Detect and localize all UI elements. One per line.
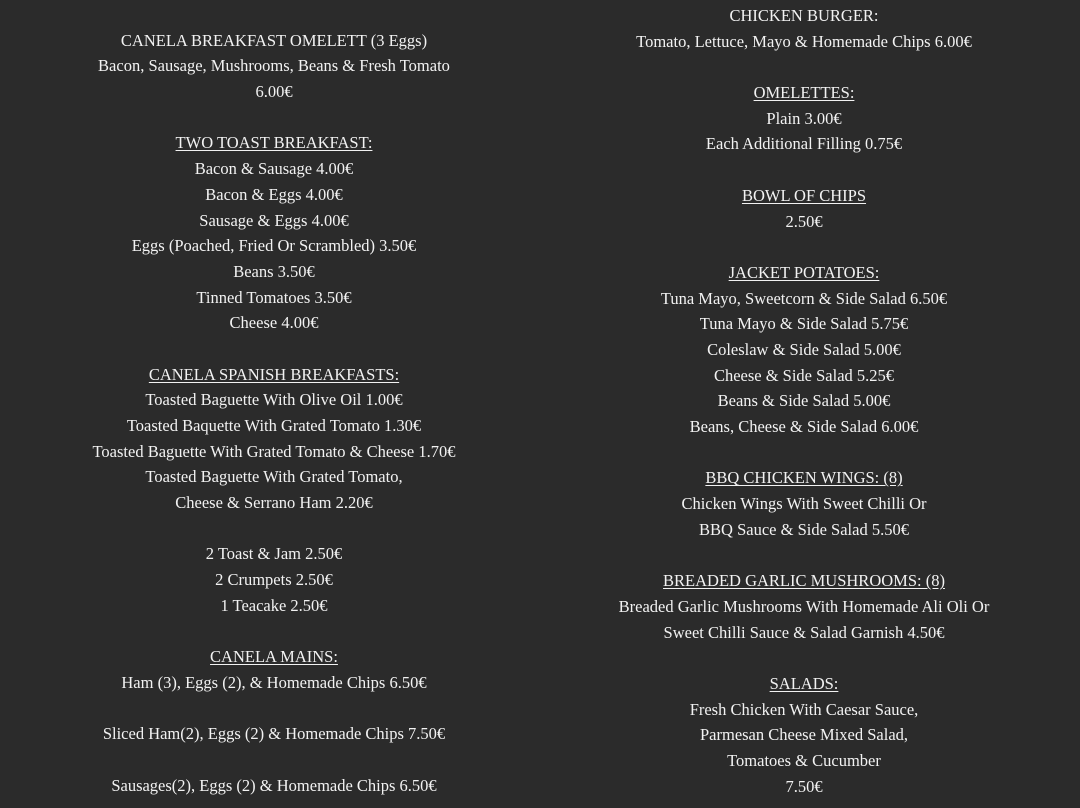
menu-item-line: Cheese 4.00€ bbox=[229, 313, 319, 333]
menu-item-line: Bacon & Eggs 4.00€ bbox=[205, 184, 343, 204]
menu-item-line: Toasted Baquette With Grated Tomato 1.30€ bbox=[126, 416, 422, 435]
menu-section-heading: OMELETTES: bbox=[753, 83, 855, 103]
menu-item-line: Sweet Chilli Sauce & Salad Garnish 4.50€ bbox=[663, 622, 945, 642]
menu-item-line: Beans 3.50€ bbox=[233, 261, 315, 281]
menu-spacer bbox=[24, 747, 524, 773]
menu-item-line: Tomato, Lettuce, Mayo & Homemade Chips 6.00€ bbox=[636, 31, 972, 51]
menu-item-line: 2.50€ bbox=[785, 211, 823, 231]
menu-item-line: CHICKEN BURGER: bbox=[729, 6, 879, 25]
menu-spacer bbox=[24, 336, 524, 362]
menu-spacer bbox=[554, 234, 1054, 260]
menu-item-line: Fresh Chicken With Caesar Sauce, bbox=[689, 699, 919, 719]
menu-item-line: Toasted Baguette With Grated Tomato, bbox=[145, 467, 403, 487]
menu-item-line: Each Additional Filling 0.75€ bbox=[705, 134, 903, 154]
menu-spacer bbox=[554, 157, 1054, 183]
menu-item-line: BBQ Sauce & Side Salad 5.50€ bbox=[699, 519, 909, 539]
menu-item-line: 7.50€ bbox=[785, 776, 823, 796]
menu-item-line: Sausage & Eggs 4.00€ bbox=[199, 210, 349, 230]
menu-item-line: Chicken Wings With Sweet Chilli Or bbox=[681, 494, 927, 514]
menu-spacer bbox=[554, 645, 1054, 671]
menu-item-line: Cheese & Side Salad 5.25€ bbox=[713, 365, 895, 385]
menu-item-line: Tomatoes & Cucumber bbox=[727, 750, 881, 770]
menu-item-line: Toasted Baguette With Grated Tomato & Cheese 1.70€ bbox=[92, 441, 456, 461]
menu-section-heading: CANELA SPANISH BREAKFASTS: bbox=[148, 364, 400, 384]
menu-item-line: Breaded Garlic Mushrooms With Homemade Ali Oli Or bbox=[618, 596, 990, 616]
menu-left-column bbox=[24, 2, 524, 798]
menu-item-line: Cheese & Serrano Ham 2.20€ bbox=[175, 493, 373, 513]
menu-item-line: Eggs (Poached, Fried Or Scrambled) 3.50€ bbox=[131, 236, 417, 256]
menu-section-heading: SALADS: bbox=[769, 673, 839, 693]
menu-spacer bbox=[24, 619, 524, 645]
menu-spacer bbox=[24, 696, 524, 722]
menu-item-line: CANELA BREAKFAST OMELETT (3 Eggs) bbox=[120, 30, 428, 50]
menu-item-line: Tinned Tomatoes 3.50€ bbox=[196, 287, 352, 307]
menu-item-line: 6.00€ bbox=[255, 82, 293, 102]
menu-section-heading: CANELA MAINS: bbox=[210, 647, 338, 667]
menu-item-line: Sliced Ham(2), Eggs (2) & Homemade Chips 7.50€ bbox=[102, 724, 446, 744]
menu-item-line: Ham (3), Eggs (2), & Homemade Chips 6.50€ bbox=[121, 672, 427, 692]
menu-section-heading: TWO TOAST BREAKFAST: bbox=[175, 133, 373, 153]
menu-spacer bbox=[24, 516, 524, 542]
menu-item-line: Tuna Mayo, Sweetcorn & Side Salad 6.50€ bbox=[660, 288, 948, 308]
menu-item-line: 1 Teacake 2.50€ bbox=[220, 595, 328, 615]
menu-item-line: Plain 3.00€ bbox=[766, 108, 842, 128]
menu-item-line: 2 Toast & Jam 2.50€ bbox=[205, 544, 343, 564]
menu-spacer bbox=[554, 542, 1054, 568]
menu-item-line: Bacon, Sausage, Mushrooms, Beans & Fresh Tomato bbox=[98, 56, 450, 76]
menu-spacer bbox=[554, 54, 1054, 80]
menu-item-line: 2 Crumpets 2.50€ bbox=[215, 570, 333, 590]
menu-item-line: Coleslaw & Side Salad 5.00€ bbox=[707, 339, 901, 359]
menu-item-line: Bacon & Sausage 4.00€ bbox=[194, 159, 354, 179]
menu-spacer bbox=[24, 2, 524, 28]
menu-item-line: Sausages(2), Eggs (2) & Homemade Chips 6.50€ bbox=[111, 775, 437, 795]
menu-item-line: Toasted Baguette With Olive Oil 1.00€ bbox=[145, 390, 403, 410]
menu-item-line: Parmesan Cheese Mixed Salad, bbox=[699, 725, 909, 745]
menu-spacer bbox=[554, 440, 1054, 466]
menu-section-heading: JACKET POTATOES: bbox=[728, 262, 880, 282]
menu-section-heading: BBQ CHICKEN WINGS: (8) bbox=[705, 468, 903, 488]
menu-item-line: Tuna Mayo & Side Salad 5.75€ bbox=[699, 314, 909, 334]
menu-right-column bbox=[554, 3, 1054, 799]
menu-item-line: Beans & Side Salad 5.00€ bbox=[717, 391, 891, 411]
menu-spacer bbox=[24, 105, 524, 131]
menu-section-heading: BREADED GARLIC MUSHROOMS: (8) bbox=[663, 571, 945, 591]
menu-section-heading: BOWL OF CHIPS bbox=[741, 185, 867, 205]
menu-item-line: Beans, Cheese & Side Salad 6.00€ bbox=[689, 417, 919, 436]
